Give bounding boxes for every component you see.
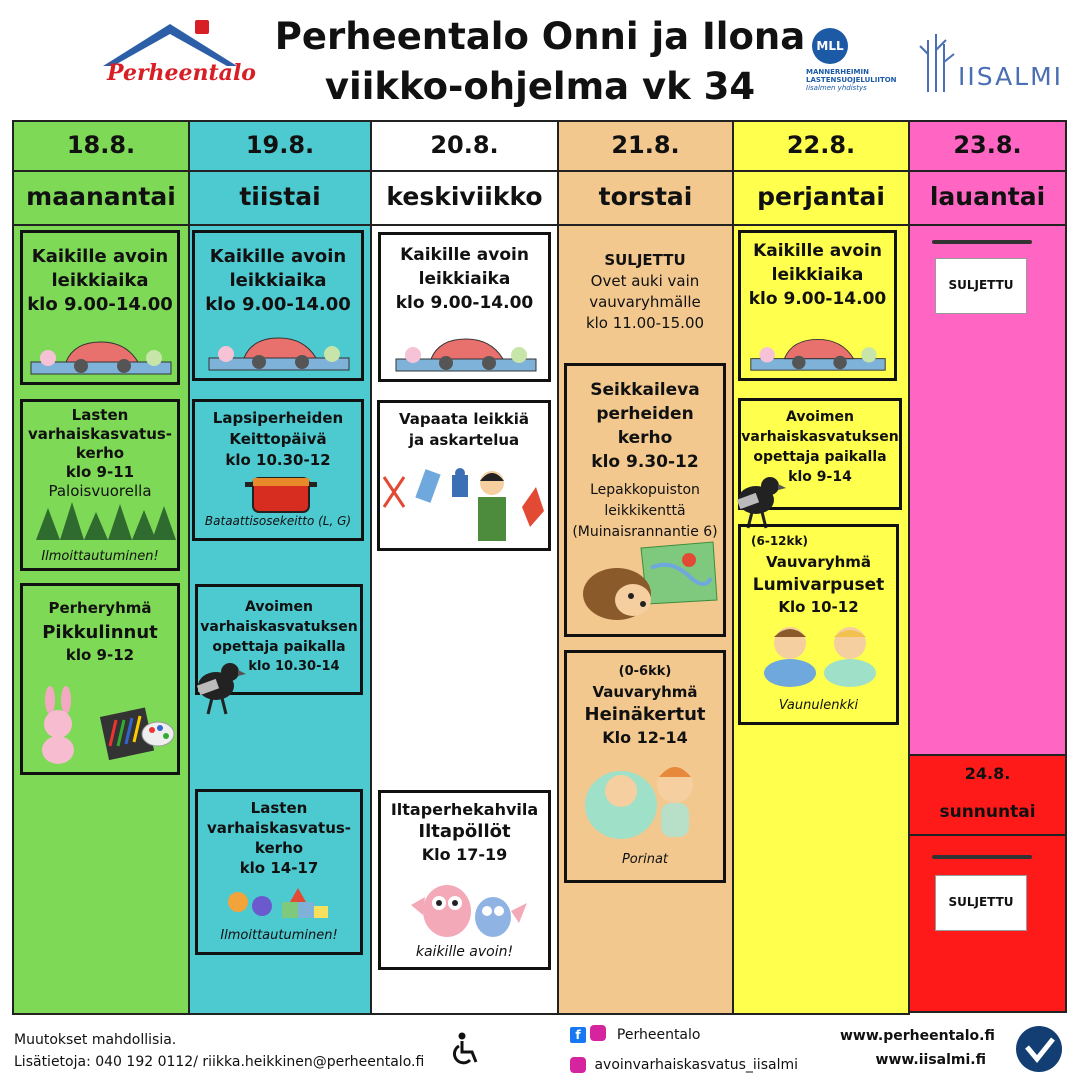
event-fri-opettaja: Avoimen varhaiskasvatuksen opettaja paikalla klo 9-14 bbox=[738, 398, 902, 510]
crafts-and-boy-icon bbox=[380, 467, 550, 547]
column-saturday bbox=[908, 120, 1067, 756]
title-line1: Perheentalo Onni ja Ilona bbox=[274, 15, 806, 58]
toy-car-icon bbox=[199, 324, 359, 374]
day-saturday: lauantai bbox=[910, 172, 1065, 226]
day-tuesday: tiistai bbox=[190, 172, 370, 226]
event-mon-open-play: Kaikille avoin leikkiaika klo 9.00-14.00 bbox=[20, 230, 180, 385]
hands-and-blocks-icon bbox=[224, 884, 334, 924]
contact-info: Lisätietoja: 040 192 0112/ riikka.heikkinen@perheentalo.fi bbox=[14, 1054, 425, 1070]
event-fri-open-play: Kaikille avoin leikkiaika klo 9.00-14.00 bbox=[738, 230, 897, 381]
instagram-link[interactable] bbox=[570, 1055, 798, 1075]
facebook-link[interactable] bbox=[570, 1025, 700, 1045]
perheentalo-logo bbox=[95, 18, 256, 98]
changes-note: Muutokset mahdollisia. bbox=[14, 1032, 177, 1048]
date-saturday: 23.8. bbox=[910, 122, 1065, 172]
event-tue-open-play: Kaikille avoin leikkiaika klo 9.00-14.00 bbox=[192, 230, 364, 381]
event-wed-iltaperhekahvila: Iltaperhekahvila Iltapöllöt Klo 17-19 kaikille avoin! bbox=[378, 790, 551, 970]
event-thu-heinakertut: (0-6kk) Vauvaryhmä Heinäkertut Klo 12-14 Porinat bbox=[564, 650, 726, 883]
day-monday: maanantai bbox=[14, 172, 188, 226]
soup-pot-icon bbox=[241, 474, 321, 514]
date-monday: 18.8. bbox=[14, 122, 188, 172]
mll-badge: MLL bbox=[812, 28, 848, 64]
iisalmi-text: IISALMI bbox=[958, 62, 1064, 91]
closed-sign-sunday: SULJETTU bbox=[935, 875, 1027, 931]
web-link-perheentalo[interactable]: www.perheentalo.fi bbox=[840, 1028, 995, 1044]
instagram-icon bbox=[570, 1057, 586, 1073]
iisalmi-logo bbox=[918, 30, 1063, 94]
day-sunday: sunnuntai bbox=[910, 792, 1065, 836]
event-wed-vapaata-leikkia: Vapaata leikkiä ja askartelua bbox=[377, 400, 551, 551]
footer-notes bbox=[14, 1030, 434, 1072]
event-tue-kerho: Lasten varhaiskasvatus- kerho klo 14-17 Ilmoittautuminen! bbox=[195, 789, 363, 955]
crawling-babies-icon bbox=[756, 623, 886, 691]
crow-icon bbox=[182, 656, 246, 716]
event-mon-kerho: Lasten varhaiskasvatus- kerho klo 9-11 Paloisvuorella Ilmoittautuminen! bbox=[20, 399, 180, 571]
date-wednesday: 20.8. bbox=[372, 122, 557, 172]
crow-icon bbox=[722, 470, 786, 530]
event-fri-lumivarpuset: (6-12kk) Vauvaryhmä Lumivarpuset Klo 10-12 Vaunulenkki bbox=[738, 524, 899, 725]
facebook-icon: f bbox=[570, 1027, 586, 1043]
date-sunday: 24.8. bbox=[964, 764, 1011, 783]
event-wed-open-play: Kaikille avoin leikkiaika klo 9.00-14.00 bbox=[378, 232, 551, 382]
seal-icon bbox=[1015, 1025, 1063, 1073]
forest-icon bbox=[26, 500, 176, 540]
event-tue-opettaja: Avoimen varhaiskasvatuksen opettaja paikalla klo 10.30-14 bbox=[195, 584, 363, 695]
day-wednesday: keskiviikko bbox=[372, 172, 557, 226]
mll-line3: Iisalmen yhdistys bbox=[806, 84, 867, 92]
mll-line1: MANNERHEIMIN bbox=[806, 68, 869, 76]
owls-icon bbox=[401, 875, 531, 941]
toy-car-icon bbox=[26, 328, 176, 378]
date-friday: 22.8. bbox=[734, 122, 908, 172]
mll-line2: LASTENSUOJELULIITON bbox=[806, 76, 897, 84]
page-title bbox=[240, 12, 840, 112]
date-tuesday: 19.8. bbox=[190, 122, 370, 172]
website-links bbox=[840, 1024, 995, 1072]
day-friday: perjantai bbox=[734, 172, 908, 226]
day-thursday: torstai bbox=[559, 172, 732, 226]
hedgehog-map-icon bbox=[571, 538, 721, 628]
mll-logo bbox=[806, 28, 906, 98]
bunny-and-paint-icon bbox=[26, 686, 176, 766]
event-thu-suljettu: SULJETTU Ovet auki vain vauvaryhmälle klo 11.00-15.00 bbox=[585, 251, 705, 332]
toy-car-icon bbox=[386, 325, 546, 375]
wheelchair-icon bbox=[450, 1032, 482, 1066]
sign-rail bbox=[932, 240, 1032, 244]
event-mon-perheryhma: Perheryhmä Pikkulinnut klo 9-12 bbox=[20, 583, 180, 775]
logo-text: Perheentalo bbox=[107, 60, 256, 86]
facebook-label: Perheentalo bbox=[616, 1027, 701, 1043]
event-tue-keittopaiva: Lapsiperheiden Keittopäivä klo 10.30-12 Bataattisosekeitto (L, G) bbox=[192, 399, 364, 541]
instagram-label: avoinvarhaiskasvatus_iisalmi bbox=[594, 1057, 798, 1073]
instagram-icon bbox=[590, 1025, 606, 1041]
date-thursday: 21.8. bbox=[559, 122, 732, 172]
title-line2: viikko-ohjelma vk 34 bbox=[324, 65, 756, 108]
web-link-iisalmi[interactable]: www.iisalmi.fi bbox=[875, 1052, 986, 1068]
sign-rail bbox=[932, 855, 1032, 859]
event-thu-seikkaileva: Seikkaileva perheiden kerho klo 9.30-12 Lepakkopuiston leikkikenttä (Muinaisrannantie 6) bbox=[564, 363, 726, 637]
closed-sign-saturday: SULJETTU bbox=[935, 258, 1027, 314]
city-tree-icon bbox=[918, 30, 958, 94]
toy-car-icon bbox=[743, 326, 893, 374]
babies-icon bbox=[581, 761, 711, 841]
